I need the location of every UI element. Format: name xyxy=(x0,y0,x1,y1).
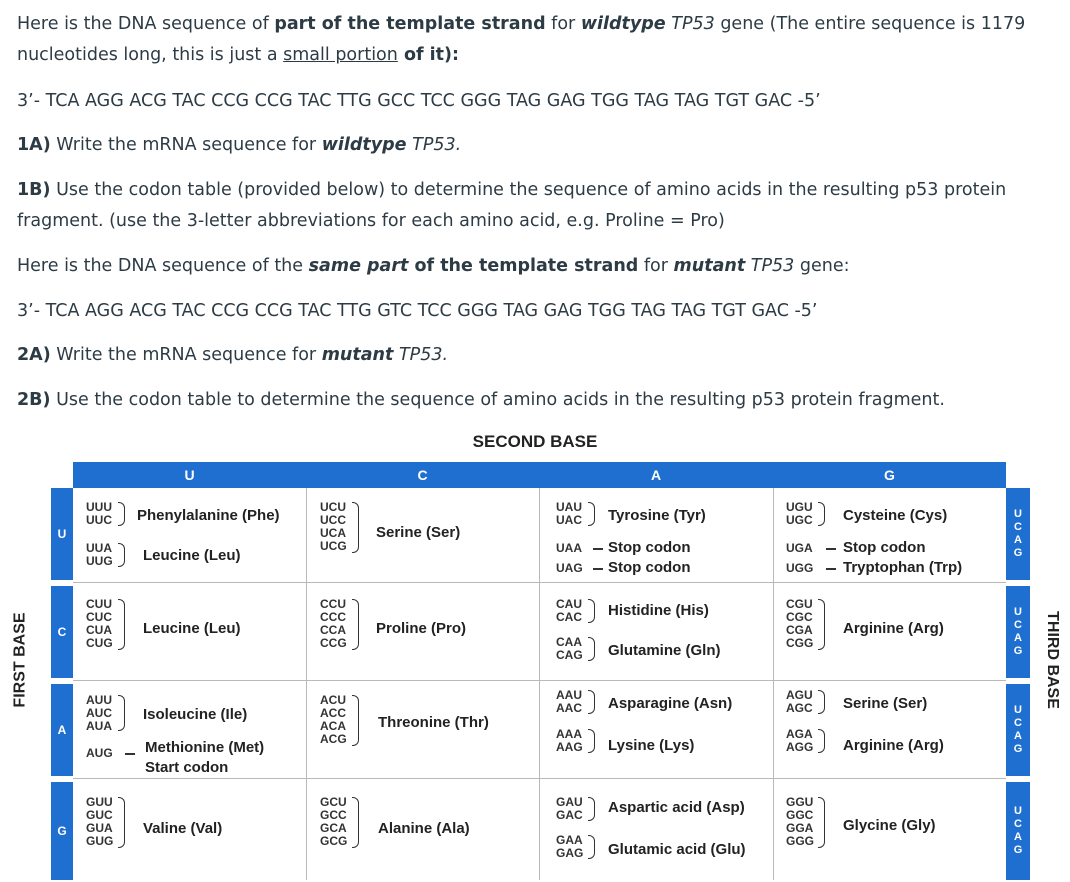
start-codon-label: Start codon xyxy=(145,759,229,776)
codon-aau: AAU xyxy=(556,688,582,702)
intro-text: nucleotides long, this is just a xyxy=(17,45,284,65)
second-base-header-a: A xyxy=(539,462,773,488)
codon-agg: AGG xyxy=(786,740,814,754)
codon-ggc: GGC xyxy=(786,808,814,822)
amino-acid-gln: Glutamine (Gln) xyxy=(608,642,721,659)
amino-acid-arg: Arginine (Arg) xyxy=(843,737,944,754)
dash xyxy=(826,548,836,550)
codon-gaa: GAA xyxy=(556,833,583,847)
second-base-header-c: C xyxy=(306,462,539,488)
third-base-c: C xyxy=(1014,619,1022,631)
bracket xyxy=(818,729,825,753)
codon-aac: AAC xyxy=(556,701,582,715)
first-base-a: A xyxy=(51,684,73,776)
bracket xyxy=(118,502,125,526)
codon-acc: ACC xyxy=(320,706,346,720)
q2a-mutant: mutant xyxy=(321,345,394,365)
codon-agu: AGU xyxy=(786,688,813,702)
amino-acid-val: Valine (Val) xyxy=(143,820,223,837)
codon-ccg: CCG xyxy=(320,636,347,650)
codon-cuu: CUU xyxy=(86,597,112,611)
bracket xyxy=(118,543,125,567)
q2a-text: Write the mRNA sequence for xyxy=(50,345,322,365)
codon-aca: ACA xyxy=(320,719,346,733)
third-base-block-4 xyxy=(1006,782,1030,880)
amino-acid-cys: Cysteine (Cys) xyxy=(843,507,948,524)
codon-cgu: CGU xyxy=(786,597,813,611)
grid-divider xyxy=(73,680,1006,681)
codon-gag: GAG xyxy=(556,846,584,860)
second-base-header-u: U xyxy=(73,462,306,488)
intro-line-2 xyxy=(17,39,459,71)
mutant-gene: TP53 xyxy=(745,256,795,276)
codon-cgc: CGC xyxy=(786,610,813,624)
codon-ucc: UCC xyxy=(320,513,346,527)
intro-gene: TP53 xyxy=(665,14,715,34)
mutant-same-part: same part xyxy=(308,256,409,276)
codon-aaa: AAA xyxy=(556,727,582,741)
amino-acid-phe: Phenylalanine (Phe) xyxy=(137,507,280,524)
amino-acid-leu: Leucine (Leu) xyxy=(143,547,241,564)
codon-guc: GUC xyxy=(86,808,113,822)
codon-uuu: UUU xyxy=(86,500,112,514)
codon-aug: AUG xyxy=(86,746,113,760)
grid-divider xyxy=(73,778,1006,779)
codon-cua: CUA xyxy=(86,623,112,637)
bracket xyxy=(352,502,359,553)
codon-cag: CAG xyxy=(556,648,583,662)
sequence-mutant: 3’- TCA AGG ACG TAC CCG CCG TAC TTG GTC TCC GGG TAG GAG TGG TAG TAG TGT GAC -5’ xyxy=(17,301,818,321)
codon-ccc: CCC xyxy=(320,610,346,624)
codon-cca: CCA xyxy=(320,623,346,637)
codon-cau: CAU xyxy=(556,597,582,611)
second-base-title: SECOND BASE xyxy=(472,432,598,451)
amino-acid-asp: Aspartic acid (Asp) xyxy=(608,799,745,816)
amino-acid-pro: Proline (Pro) xyxy=(376,620,467,637)
codon-ucg: UCG xyxy=(320,539,347,553)
third-base-block-2 xyxy=(1006,586,1030,678)
codon-ggg: GGG xyxy=(786,834,815,848)
q2b-label: 2B) xyxy=(17,390,51,410)
bracket xyxy=(352,695,359,746)
third-base-a: A xyxy=(1014,730,1022,742)
intro-bold: part of the template strand xyxy=(274,14,546,34)
bracket xyxy=(352,599,359,650)
codon-uaa: UAA xyxy=(556,541,582,555)
bracket xyxy=(352,797,359,848)
bracket xyxy=(588,502,595,526)
third-base-u: U xyxy=(1014,805,1022,817)
stop-codon-label: Stop codon xyxy=(608,539,691,556)
codon-uag: UAG xyxy=(556,561,583,575)
codon-ucu: UCU xyxy=(320,500,346,514)
dash xyxy=(125,753,135,755)
bracket xyxy=(588,599,595,623)
amino-acid-gly: Glycine (Gly) xyxy=(843,817,936,834)
intro-wildtype: wildtype xyxy=(580,14,666,34)
bracket xyxy=(818,690,825,714)
codon-agc: AGC xyxy=(786,701,813,715)
intro-line-1 xyxy=(17,8,1025,40)
codon-guu: GUU xyxy=(86,795,113,809)
q1a-gene: TP53. xyxy=(406,135,462,155)
mutant-text: gene: xyxy=(794,256,850,276)
intro-text: Here is the DNA sequence of xyxy=(17,14,275,34)
amino-acid-ser: Serine (Ser) xyxy=(843,695,928,712)
third-base-g: G xyxy=(1013,844,1023,856)
bracket xyxy=(118,797,125,848)
sequence-wildtype: 3’- TCA AGG ACG TAC CCG CCG TAC TTG GCC TCC GGG TAG GAG TGG TAG TAG TGT GAC -5’ xyxy=(17,91,821,111)
codon-uug: UUG xyxy=(86,554,113,568)
dash xyxy=(593,548,603,550)
codon-auu: AUU xyxy=(86,693,112,707)
codon-gua: GUA xyxy=(86,821,113,835)
q2a-label: 2A) xyxy=(17,345,51,365)
bracket xyxy=(588,637,595,661)
q1a-label: 1A) xyxy=(17,135,51,155)
codon-aua: AUA xyxy=(86,719,112,733)
third-base-a: A xyxy=(1014,831,1022,843)
codon-gau: GAU xyxy=(556,795,583,809)
third-base-g: G xyxy=(1013,547,1023,559)
grid-divider xyxy=(539,488,540,880)
intro-text: for xyxy=(545,14,581,34)
bracket xyxy=(818,502,825,526)
intro-text: gene (The entire sequence is 1179 xyxy=(714,14,1026,34)
bracket xyxy=(118,695,125,731)
codon-aga: AGA xyxy=(786,727,813,741)
q1b-label: 1B) xyxy=(17,180,51,200)
dash xyxy=(826,568,836,570)
third-base-u: U xyxy=(1014,606,1022,618)
amino-acid-his: Histidine (His) xyxy=(608,602,709,619)
amino-acid-leu: Leucine (Leu) xyxy=(143,620,241,637)
question-1a xyxy=(17,129,461,161)
codon-gcc: GCC xyxy=(320,808,347,822)
third-base-c: C xyxy=(1014,521,1022,533)
codon-ugg: UGG xyxy=(786,561,814,575)
codon-uua: UUA xyxy=(86,541,112,555)
mutant-text: Here is the DNA sequence of the xyxy=(17,256,309,276)
bracket xyxy=(588,729,595,753)
third-base-c: C xyxy=(1014,818,1022,830)
codon-aag: AAG xyxy=(556,740,583,754)
third-base-g: G xyxy=(1013,645,1023,657)
third-base-title: THIRD BASE xyxy=(1043,611,1061,709)
codon-ugu: UGU xyxy=(786,500,813,514)
codon-uac: UAC xyxy=(556,513,582,527)
third-base-u: U xyxy=(1014,508,1022,520)
third-base-block-3 xyxy=(1006,684,1030,776)
codon-gcg: GCG xyxy=(320,834,348,848)
question-2a xyxy=(17,339,448,371)
codon-auc: AUC xyxy=(86,706,112,720)
codon-uau: UAU xyxy=(556,500,582,514)
dash xyxy=(593,568,603,570)
q2b-text: Use the codon table to determine the sequence of amino acids in the resulting p53 protein fragment. xyxy=(50,390,945,410)
stop-codon-label: Stop codon xyxy=(843,539,926,556)
amino-acid-ala: Alanine (Ala) xyxy=(378,820,470,837)
bracket xyxy=(818,599,825,650)
bracket xyxy=(118,599,125,650)
amino-acid-asn: Asparagine (Asn) xyxy=(608,695,733,712)
third-base-a: A xyxy=(1014,632,1022,644)
amino-acid-thr: Threonine (Thr) xyxy=(378,714,489,731)
codon-ugc: UGC xyxy=(786,513,813,527)
first-base-c: C xyxy=(51,586,73,678)
codon-cug: CUG xyxy=(86,636,113,650)
intro-text: of it): xyxy=(397,45,460,65)
codon-uga: UGA xyxy=(786,541,813,555)
codon-ccu: CCU xyxy=(320,597,346,611)
codon-ggu: GGU xyxy=(786,795,814,809)
third-base-g: G xyxy=(1013,743,1023,755)
codon-cgg: CGG xyxy=(786,636,814,650)
third-base-a: A xyxy=(1014,534,1022,546)
amino-acid-ser: Serine (Ser) xyxy=(376,524,461,541)
amino-acid-ile: Isoleucine (Ile) xyxy=(143,706,248,723)
first-base-title: FIRST BASE xyxy=(11,612,29,708)
codon-gca: GCA xyxy=(320,821,347,835)
question-1b-line-1 xyxy=(17,174,1006,206)
amino-acid-lys: Lysine (Lys) xyxy=(608,737,695,754)
q1b-text: Use the codon table (provided below) to determine the sequence of amino acids in the resulting p53 protein xyxy=(50,180,1007,200)
codon-gug: GUG xyxy=(86,834,114,848)
question-1b-line-2: fragment. (use the 3-letter abbreviations for each amino acid, e.g. Proline = Pro) xyxy=(17,211,725,231)
amino-acid-trp: Tryptophan (Trp) xyxy=(843,559,963,576)
codon-uca: UCA xyxy=(320,526,346,540)
third-base-u: U xyxy=(1014,704,1022,716)
codon-cuc: CUC xyxy=(86,610,112,624)
q1a-wildtype: wildtype xyxy=(321,135,407,155)
question-2b xyxy=(17,384,945,416)
mutant-intro xyxy=(17,250,850,282)
amino-acid-glu: Glutamic acid (Glu) xyxy=(608,841,746,858)
third-base-c: C xyxy=(1014,717,1022,729)
q2a-gene: TP53. xyxy=(393,345,449,365)
second-base-header-g: G xyxy=(773,462,1006,488)
bracket xyxy=(588,835,595,859)
bracket xyxy=(818,797,825,848)
grid-divider xyxy=(306,488,307,880)
stop-codon-label: Stop codon xyxy=(608,559,691,576)
codon-uuc: UUC xyxy=(86,513,112,527)
mutant-bold: of the template strand xyxy=(408,256,639,276)
codon-gac: GAC xyxy=(556,808,583,822)
amino-acid-tyr: Tyrosine (Tyr) xyxy=(608,507,706,524)
codon-gcu: GCU xyxy=(320,795,347,809)
bracket xyxy=(588,797,595,821)
amino-acid-arg: Arginine (Arg) xyxy=(843,620,944,637)
bracket xyxy=(588,690,595,714)
mutant-text: for xyxy=(638,256,674,276)
third-base-block-1 xyxy=(1006,488,1030,580)
codon-acg: ACG xyxy=(320,732,347,746)
codon-cga: CGA xyxy=(786,623,813,637)
grid-divider xyxy=(73,582,1006,583)
codon-cac: CAC xyxy=(556,610,582,624)
first-base-g: G xyxy=(51,782,73,880)
codon-caa: CAA xyxy=(556,635,582,649)
codon-gga: GGA xyxy=(786,821,814,835)
codon-acu: ACU xyxy=(320,693,346,707)
mutant-word: mutant xyxy=(673,256,746,276)
grid-divider xyxy=(773,488,774,880)
q1a-text: Write the mRNA sequence for xyxy=(50,135,322,155)
intro-underline: small portion xyxy=(283,45,398,65)
first-base-u: U xyxy=(51,488,73,580)
amino-acid-met: Methionine (Met) xyxy=(145,739,265,756)
